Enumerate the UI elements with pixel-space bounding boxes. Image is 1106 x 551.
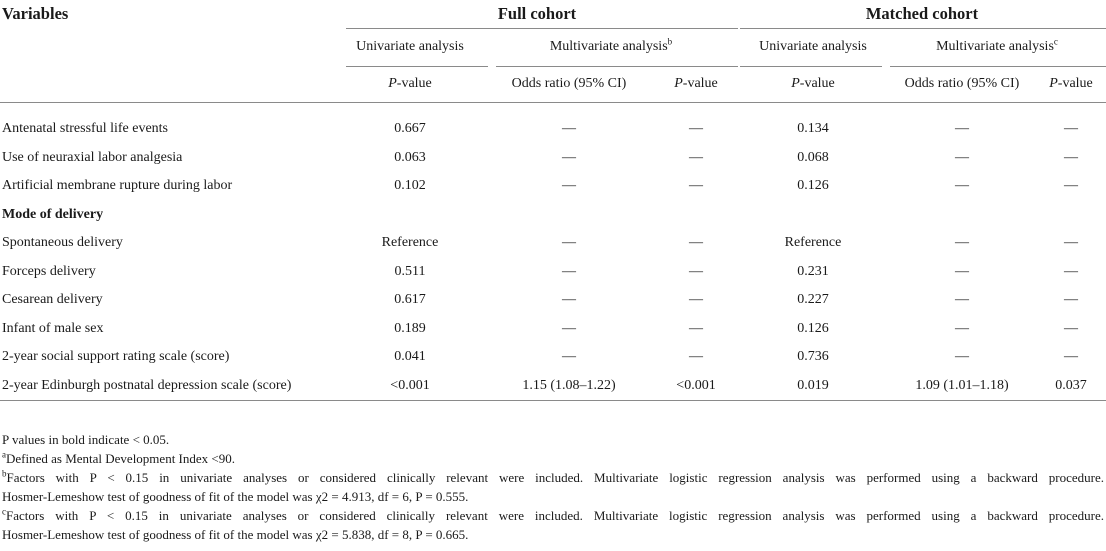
matched-univariate-p-header: P-value bbox=[738, 66, 888, 103]
matched-cohort-rule bbox=[740, 28, 1106, 29]
footnote-c-marker: c bbox=[1053, 36, 1058, 47]
table-row: Artificial membrane rupture during labor 0.102 — — 0.126 — — bbox=[2, 178, 1078, 194]
table-row: Spontaneous delivery Reference — — Reference — — bbox=[2, 235, 1078, 251]
table-row: 2-year social support rating scale (score) 0.041 — — 0.736 — — bbox=[2, 349, 1078, 365]
footnote-b-marker: b bbox=[667, 36, 673, 47]
table-footnotes bbox=[2, 430, 1104, 544]
full-multivariate-rule bbox=[496, 66, 738, 67]
full-cohort-header: Full cohort bbox=[497, 4, 577, 23]
full-multivariate-label: Multivariate analysis bbox=[549, 39, 668, 54]
section-heading: Mode of delivery bbox=[2, 206, 104, 222]
blank-cell bbox=[0, 28, 336, 66]
table-row: Antenatal stressful life events 0.667 — — 0.134 — — bbox=[2, 121, 1078, 137]
footnote-bold: P values in bold indicate < 0.05. bbox=[2, 432, 170, 447]
full-univariate-p-header: P-value bbox=[336, 66, 484, 103]
matched-odds-ratio-header: Odds ratio (95% CI) bbox=[888, 66, 1036, 103]
full-univariate-rule bbox=[346, 66, 488, 67]
section-row bbox=[0, 201, 1106, 230]
matched-multivariate-rule bbox=[890, 66, 1106, 67]
full-univariate-header: Univariate analysis bbox=[356, 39, 464, 54]
blank-cell bbox=[0, 66, 336, 103]
matched-cohort-header: Matched cohort bbox=[865, 4, 979, 23]
full-cohort-rule bbox=[346, 28, 738, 29]
matched-univariate-header: Univariate analysis bbox=[759, 39, 867, 54]
footnote-c-cont: Hosmer-Lemeshow test of goodness of fit of the model was χ2 = 5.838, df = 8, P = 0.665. bbox=[2, 527, 469, 542]
table-row: Forceps delivery 0.511 — — 0.231 — — bbox=[2, 263, 1078, 279]
footnote-b-cont: Hosmer-Lemeshow test of goodness of fit of the model was χ2 = 4.913, df = 6, P = 0.555. bbox=[2, 489, 469, 504]
full-multivariate-header bbox=[484, 28, 738, 66]
header-row-columns bbox=[0, 66, 1106, 103]
table-row: Infant of male sex 0.189 — — 0.126 — — bbox=[2, 320, 1078, 336]
matched-multivariate-p-header: P-value bbox=[1036, 66, 1106, 103]
variables-header: Variables bbox=[2, 4, 69, 23]
matched-multivariate-label: Multivariate analysis bbox=[936, 39, 1054, 54]
matched-multivariate-header bbox=[888, 28, 1106, 66]
spacer-row bbox=[0, 103, 1106, 116]
matched-univariate-rule bbox=[740, 66, 882, 67]
table-row: Cesarean delivery 0.617 — — 0.227 — — bbox=[2, 292, 1078, 308]
full-multivariate-p-header: P-value bbox=[654, 66, 738, 103]
footnote-a: $^a$Defined as Mental Development Index <90. bbox=[2, 449, 235, 466]
header-row-groups bbox=[0, 0, 1106, 28]
header-row-analysis bbox=[0, 28, 1106, 66]
table-row: 2-year Edinburgh postnatal depression scale (score) <0.001 1.15 (1.08–1.22) <0.001 0.019 1.09 (1.01–1.18) 0.037 bbox=[0, 372, 1106, 401]
footnote-b: $^b$Factors with P < 0.15 in univariate analyses or considered clinically relevant were included. Multivariate logistic regression analysis was performed using a backward procedure. bbox=[2, 468, 1104, 485]
footnote-c: $^c$Factors with P < 0.15 in univariate analyses or considered clinically relevant were included. Multivariate logistic regression analysis was performed using a backward procedure. bbox=[2, 506, 1104, 523]
table-row: Use of neuraxial labor analgesia 0.063 — — 0.068 — — bbox=[2, 149, 1078, 165]
full-odds-ratio-header: Odds ratio (95% CI) bbox=[484, 66, 654, 103]
